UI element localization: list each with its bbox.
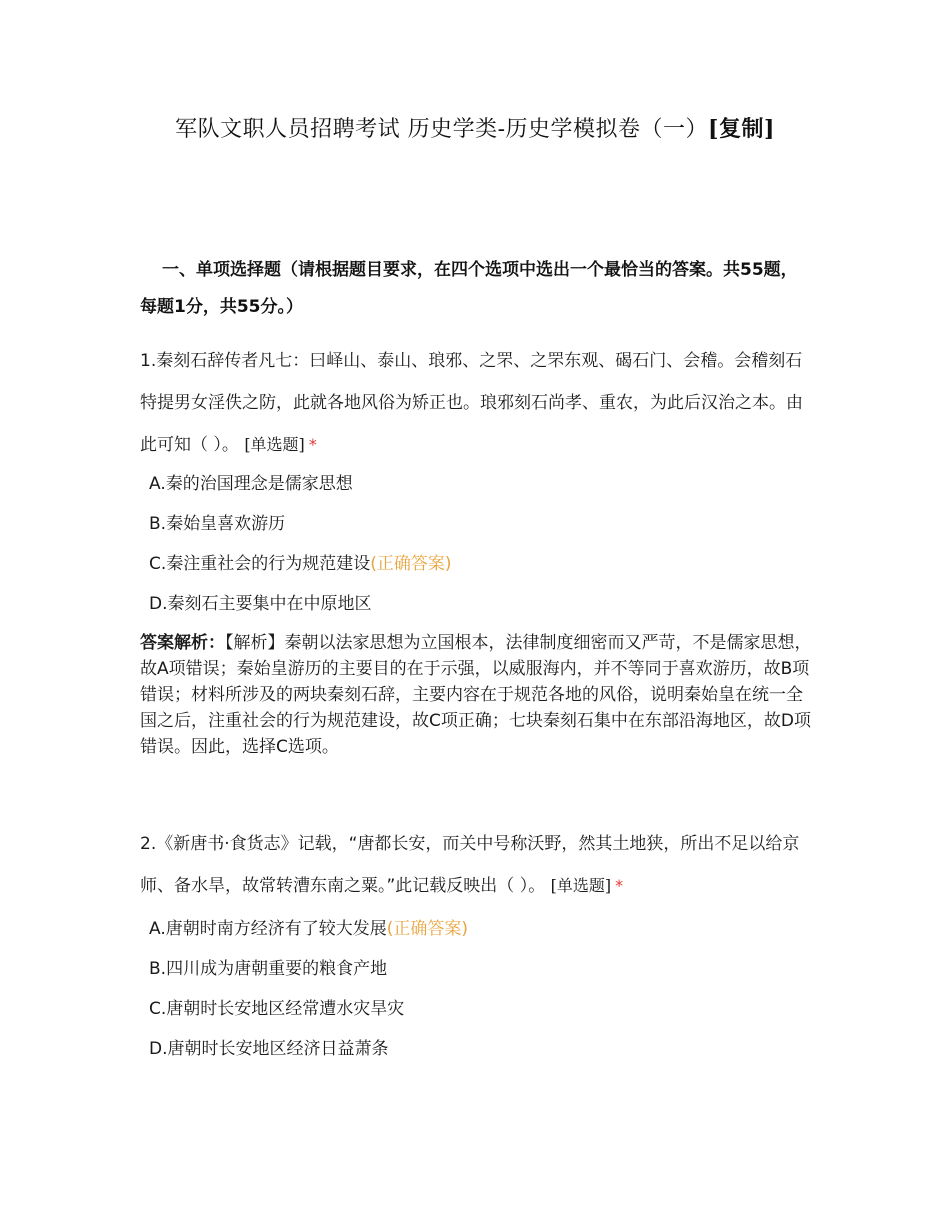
option-text: B.秦始皇喜欢游历 [149,514,286,534]
question-1-required-mark: * [308,435,317,454]
question-2-option-d[interactable] [149,1037,389,1061]
question-1-option-a[interactable] [149,472,353,496]
option-text: A.秦的治国理念是儒家思想 [149,474,353,494]
question-1-type-tag: [单选题] [244,435,305,454]
question-2-type-tag: [单选题] [550,876,612,895]
option-text: C.秦注重社会的行为规范建设 [149,554,371,574]
question-1-option-b[interactable] [149,512,285,536]
option-text: B.四川成为唐朝重要的粮食产地 [149,959,388,979]
question-2-option-b[interactable] [149,957,387,981]
question-1-text: 1.秦刻石辞传者凡七：曰峄山、泰山、琅邪、之罘、之罘东观、碣石门、会稽。会稽刻石特提男女淫佚之防，此就各地风俗为矫正也。琅邪刻石尚孝、重农，为此后汉治之本。由此可知（ ）。 [140,351,803,455]
option-text: D.唐朝时长安地区经济日益萧条 [149,1039,389,1059]
section-heading: 一、单项选择题（请根据题目要求，在四个选项中选出一个最恰当的答案。共55题，每题1分，共55分。） [140,260,798,317]
question-2-stem [140,823,815,907]
question-2-option-c[interactable] [149,997,404,1021]
question-1-option-d[interactable] [149,592,372,616]
analysis-text: 【解析】秦朝以法家思想为立国根本，法律制度细密而又严苛，不是儒家思想，故A项错误；秦始皇游历的主要目的在于示强，以威服海内，并不等同于喜欢游历，故B项错误；材料所涉及的两块秦刻石辞，主要内容在于规范各地的风俗，说明秦始皇在统一全国之后，注重社会的行为规范建设，故C项正确；七块秦刻石集中在东部沿海地区，故D项错误。因此，选择C选项。 [140,633,812,757]
correct-answer-label: (正确答案) [370,554,452,574]
option-text: D.秦刻石主要集中在中原地区 [149,594,372,614]
option-text: A.唐朝时南方经济有了较大发展 [149,919,387,939]
question-2-text: 2.《新唐书·食货志》记载，“唐都长安，而关中号称沃野，然其土地狭，所出不足以给京师、备水旱，故常转漕东南之粟。”此记载反映出（ ）。 [140,834,800,896]
question-1-analysis [140,630,815,760]
question-2-option-a[interactable] [149,917,468,941]
correct-answer-label: (正确答案) [386,919,468,939]
question-2-required-mark: * [615,876,624,895]
question-1-option-c[interactable] [149,552,452,576]
question-1-stem [140,340,815,466]
analysis-label: 答案解析： [140,633,225,653]
title-main: 军队文职人员招聘考试 历史学类-历史学模拟卷（一） [175,117,709,142]
copy-link[interactable]: [复制] [708,116,775,142]
option-text: C.唐朝时长安地区经常遭水灾旱灾 [149,999,405,1019]
page-title [0,112,950,143]
